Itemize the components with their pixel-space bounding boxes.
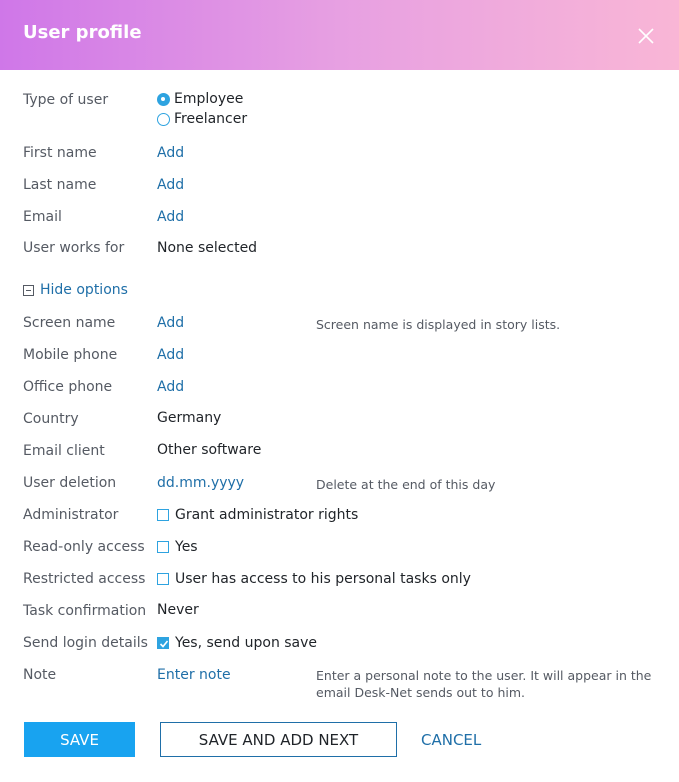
read-only-access-label: Read-only access	[23, 539, 145, 555]
mobile-phone-label: Mobile phone	[23, 347, 118, 363]
user-deletion-date-input[interactable]: dd.mm.yyyy	[157, 475, 245, 491]
dialog-title: User profile	[23, 22, 142, 43]
office-phone-label: Office phone	[23, 379, 113, 395]
task-confirmation-label: Task confirmation	[23, 603, 147, 619]
country-select[interactable]: Germany	[157, 410, 222, 426]
office-phone-add-link[interactable]: Add	[157, 379, 185, 395]
radio-checked-icon[interactable]	[157, 93, 170, 106]
user-deletion-hint: Delete at the end of this day	[316, 477, 496, 492]
task-confirmation-select[interactable]: Never	[157, 602, 199, 618]
restricted-access-checkbox-row[interactable]	[157, 571, 471, 587]
screen-name-add-link[interactable]: Add	[157, 315, 185, 331]
administrator-checkbox[interactable]	[157, 509, 169, 521]
save-and-add-next-button[interactable]: SAVE AND ADD NEXT	[160, 722, 397, 757]
note-label: Note	[23, 667, 57, 683]
email-label: Email	[23, 209, 62, 225]
administrator-checkbox-row[interactable]	[157, 507, 358, 523]
type-of-user-label: Type of user	[23, 92, 109, 108]
email-add-link[interactable]: Add	[157, 209, 185, 225]
read-only-checkbox-row[interactable]	[157, 539, 198, 555]
collapse-icon	[23, 285, 34, 296]
restricted-access-checkbox-label: User has access to his personal tasks only	[175, 571, 471, 587]
radio-unchecked-icon[interactable]	[157, 113, 170, 126]
radio-employee-label: Employee	[174, 91, 244, 107]
radio-freelancer[interactable]	[157, 111, 247, 127]
hide-options-label: Hide options	[40, 282, 128, 298]
note-hint: Enter a personal note to the user. It will appear in the email Desk-Net sends out to him.	[316, 668, 652, 700]
administrator-checkbox-label: Grant administrator rights	[175, 507, 359, 523]
save-button[interactable]: SAVE	[24, 722, 135, 757]
email-client-label: Email client	[23, 443, 105, 459]
send-login-checkbox-row[interactable]	[157, 635, 317, 651]
user-deletion-label: User deletion	[23, 475, 117, 491]
restricted-access-label: Restricted access	[23, 571, 146, 587]
read-only-checkbox-label: Yes	[175, 539, 198, 555]
mobile-phone-add-link[interactable]: Add	[157, 347, 185, 363]
cancel-button[interactable]: CANCEL	[421, 730, 482, 749]
user-works-for-select[interactable]: None selected	[157, 240, 258, 256]
email-client-select[interactable]: Other software	[157, 442, 262, 458]
country-label: Country	[23, 411, 79, 427]
close-icon[interactable]	[634, 24, 658, 48]
send-login-details-label: Send login details	[23, 635, 148, 651]
last-name-add-link[interactable]: Add	[157, 177, 185, 193]
radio-employee[interactable]	[157, 91, 243, 107]
send-login-checkbox[interactable]	[157, 637, 169, 649]
note-input-link[interactable]: Enter note	[157, 667, 231, 683]
checkmark-icon	[159, 639, 169, 649]
administrator-label: Administrator	[23, 507, 119, 523]
first-name-add-link[interactable]: Add	[157, 145, 185, 161]
send-login-checkbox-label: Yes, send upon save	[175, 635, 318, 651]
read-only-checkbox[interactable]	[157, 541, 169, 553]
dialog-header	[0, 0, 679, 70]
last-name-label: Last name	[23, 177, 97, 193]
screen-name-label: Screen name	[23, 315, 116, 331]
screen-name-hint: Screen name is displayed in story lists.	[316, 317, 561, 332]
user-works-for-label: User works for	[23, 240, 125, 256]
restricted-access-checkbox[interactable]	[157, 573, 169, 585]
first-name-label: First name	[23, 145, 97, 161]
radio-freelancer-label: Freelancer	[174, 111, 248, 127]
hide-options-toggle[interactable]	[23, 282, 128, 298]
